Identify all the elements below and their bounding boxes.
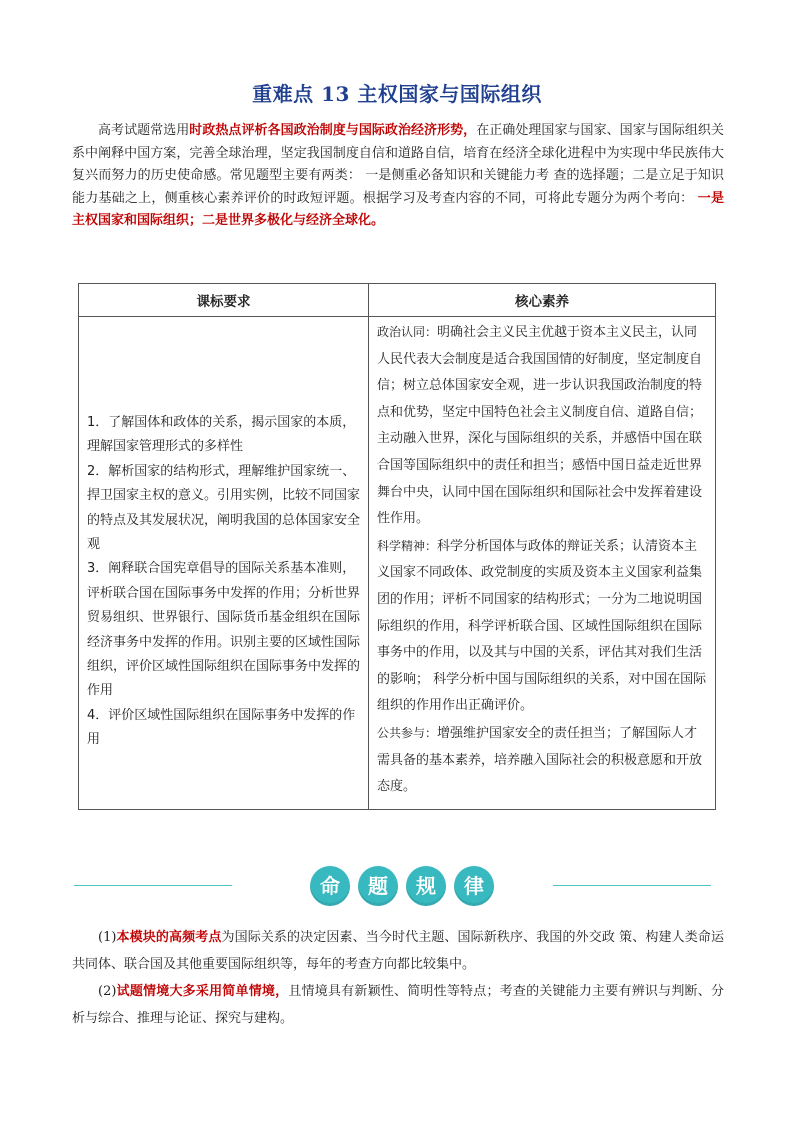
banner-char-3: 规 [406, 866, 446, 906]
banner-char-1: 命 [310, 866, 350, 906]
requirement-item-4: 4．评价区域性国际组织在国际事务中发挥的作用 [87, 707, 356, 748]
pattern-highlight: 本模块的高频考点 [116, 930, 222, 945]
competency-text: 科学分析国体与政体的辩证关系；认清资本主义国家不同政体、政党制度的实质及资本主义国家利益集团的作用；评析不同国家的结构形式；一分为二地说明国际组织的作用，科学评析联合国、区域性国际组织在国际事务中的作用，以及其与中国的关系，评估其对我们生活的影响； 科学分析中国与国际组织的关系，对中国在国际组织的作用作出正确评价。 [377, 538, 707, 714]
table-row [79, 317, 716, 810]
intro-paragraph [72, 120, 724, 233]
banner-circles [310, 864, 498, 908]
competencies-cell [369, 317, 716, 810]
banner-divider-right [553, 885, 711, 886]
competency-scientific-spirit [377, 533, 709, 720]
pattern-text: 且情境具有新颖性、简明性等特点；考查的关键能力主要有辨识与判断、分析与综合、推理与论证、探究与建构。 [72, 984, 724, 1026]
banner-char-4: 律 [454, 866, 494, 906]
pattern-item-1 [72, 924, 724, 978]
requirements-cell [79, 317, 369, 810]
exam-patterns-section [72, 924, 724, 1032]
competency-label: 政治认同： [377, 325, 438, 339]
competency-text: 明确社会主义民主优越于资本主义民主，认同人民代表大会制度是适合我国国情的好制度，坚定制度自信；树立总体国家安全观，进一步认识我国政治制度的特点和优势，坚定中国特色社会主义制度自信、道路自信；主动融入世界，深化与国际组织的关系，并感悟中国在联合国等国际组织中的责任和担当；感悟中国日益走近世界舞台中央，认同中国在国际组织和国际社会中发挥着建设性作用。 [377, 325, 703, 527]
competency-label: 公共参与： [377, 725, 438, 740]
header-core-competencies: 核心素养 [369, 284, 716, 317]
competency-public-participation [377, 720, 709, 801]
header-curriculum-requirements: 课标要求 [79, 284, 369, 317]
page-title: 重难点 13 主权国家与国际组织 [252, 82, 542, 106]
intro-highlight-1: 时政热点评析各国政治制度与国际政治经济形势， [189, 123, 477, 138]
competency-label: 科学精神： [377, 538, 438, 553]
table-header-row [79, 284, 716, 317]
intro-text-1: 高考试题常选用 [98, 123, 190, 138]
intro-text-2: 在正确处理国家与国家、国家与国际组织关系中阐释中国方案，完善全球治理，坚定我国制度自信和道路自信，培育在经济全球化进程中为实现中华民族伟大复兴而努力的历史使命感。常见题型主要有两类： 一是侧重必备知识和关键能力考 查的选择题；二是立足于知识能力基础之上，侧重核心素养评价的时政短评题。根据学习及考查内容的不同，可将此专题分为两个考向： [72, 123, 724, 206]
pattern-prefix: (1) [98, 930, 117, 945]
intro-highlight-2: 一是主权国家和国际组织；二是世界多极化与经济全球化。 [72, 190, 724, 228]
requirement-item-1: 1．了解国体和政体的关系，揭示国家的本质，理解国家管理形式的多样性 [87, 415, 356, 455]
requirements-table [78, 283, 716, 810]
requirement-item-2: 2．解析国家的结构形式，理解维护国家统一、捍卫国家主权的意义。引用实例，比较不同国家的特点及其发展状况，阐明我国的总体国家安全观 [87, 463, 361, 553]
banner-char-2: 题 [358, 866, 398, 906]
banner-divider-left [74, 885, 232, 886]
pattern-highlight: 试题情境大多采用简单情境， [116, 984, 289, 999]
section-banner [0, 864, 794, 908]
requirement-item-3: 3．阐释联合国宪章倡导的国际关系基本准则，评析联合国在国际事务中发挥的作用；分析世界贸易组织、世界银行、国际货币基金组织在国际经济事务中发挥的作用。识别主要的区域性国际组织，评价区域性国际组织在国际事务中发挥的作用 [87, 561, 361, 699]
competency-text: 增强维护国家安全的责任担当；了解国际人才需具备的基本素养，培养融入国际社会的积极意愿和开放态度。 [377, 725, 703, 795]
pattern-text: 为国际关系的决定因素、当今时代主题、国际新秩序、我国的外交政 策、构建人类命运共同体、联合国及其他重要国际组织等，每年的考查方向都比较集中。 [72, 930, 724, 972]
pattern-prefix: (2) [98, 984, 117, 999]
pattern-item-2 [72, 978, 724, 1032]
competency-political-identity [377, 319, 709, 533]
